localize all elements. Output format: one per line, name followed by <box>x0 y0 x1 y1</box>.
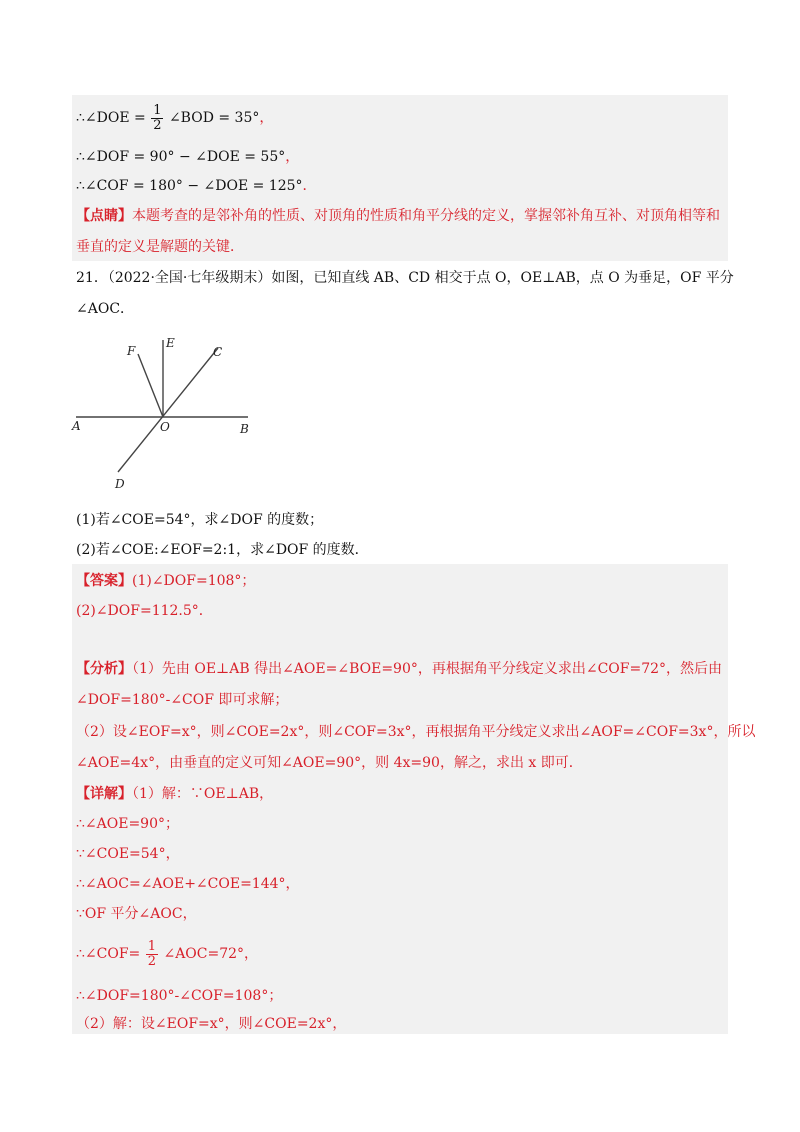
analysis-line-1: 【分析】（1）先由 OE⊥AB 得出∠AOE=∠BOE=90°，再根据角平分线定义求出∠COF=72°，然后由 <box>76 661 723 677</box>
analysis-line-3: （2）设∠EOF=x°，则∠COE=2x°，则∠COF=3x°，再根据角平分线定义求出∠AOF=∠COF=3x°，所以 <box>76 724 756 740</box>
answer-tag: 【答案】 <box>76 573 132 589</box>
detail-line-1: 【详解】（1）解：∵OE⊥AB， <box>76 786 274 802</box>
comment-line-2: 垂直的定义是解题的关键． <box>76 239 244 255</box>
comment-line-1: 【点睛】本题考查的是邻补角的性质、对顶角的性质和角平分线的定义，掌握邻补角互补、对顶角相等和 <box>76 208 720 224</box>
label-b: B <box>240 422 249 436</box>
answer-line-1: 【答案】(1)∠DOF=108°； <box>76 573 256 589</box>
line-cd <box>118 348 218 472</box>
comment-tag: 【点睛】 <box>76 208 132 224</box>
step-doe: ∴∠DOE = $\frac{1}{2}$ ∠BOD = 35°， <box>76 102 274 133</box>
analysis-line-4: ∠AOE=4x°，由垂直的定义可知∠AOE=90°，则 4x=90，解之，求出 x 即可． <box>76 755 583 771</box>
label-c: C <box>213 345 223 359</box>
question-part-1: (1)若∠COE=54°，求∠DOF 的度数； <box>76 512 324 528</box>
analysis-tag: 【分析】 <box>76 661 132 677</box>
detail-line-2: ∴∠AOE=90°； <box>76 816 179 832</box>
step-cof: ∴∠COF = 180° − ∠DOE = 125°． <box>76 178 317 194</box>
question-part-2: (2)若∠COE:∠EOF=2:1，求∠DOF 的度数． <box>76 542 369 558</box>
label-o: O <box>160 420 170 434</box>
label-d: D <box>115 477 125 491</box>
detail-line-4: ∴∠AOC=∠AOE+∠COE=144°， <box>76 876 300 892</box>
geometry-figure <box>70 330 260 495</box>
detail-line-5: ∵OF 平分∠AOC， <box>76 906 197 922</box>
label-a: A <box>72 419 81 433</box>
label-f: F <box>127 344 136 358</box>
ray-of <box>138 354 163 417</box>
detail-tag: 【详解】 <box>76 786 132 802</box>
question-line-1: 21．（2022·全国·七年级期末）如图，已知直线 AB、CD 相交于点 O，OE⊥AB，点 O 为垂足，OF 平分 <box>76 270 734 286</box>
label-e: E <box>166 336 175 350</box>
question-line-2: ∠AOC． <box>76 301 135 317</box>
analysis-line-2: ∠DOF=180°-∠COF 即可求解； <box>76 692 289 708</box>
fraction-half: $\frac{1}{2}$ <box>153 102 162 133</box>
step-dof: ∴∠DOF = 90° − ∠DOE = 55°， <box>76 149 300 165</box>
fraction-half: $\frac{1}{2}$ <box>147 938 157 969</box>
answer-line-2: (2)∠DOF=112.5°． <box>76 603 213 619</box>
detail-line-7: ∴∠DOF=180°-∠COF=108°； <box>76 988 283 1004</box>
detail-line-6: ∴∠COF= $\frac{1}{2}$ ∠AOC=72°， <box>76 938 259 969</box>
detail-line-8: （2）解：设∠EOF=x°，则∠COE=2x°， <box>76 1016 347 1032</box>
detail-line-3: ∵∠COE=54°， <box>76 846 180 862</box>
